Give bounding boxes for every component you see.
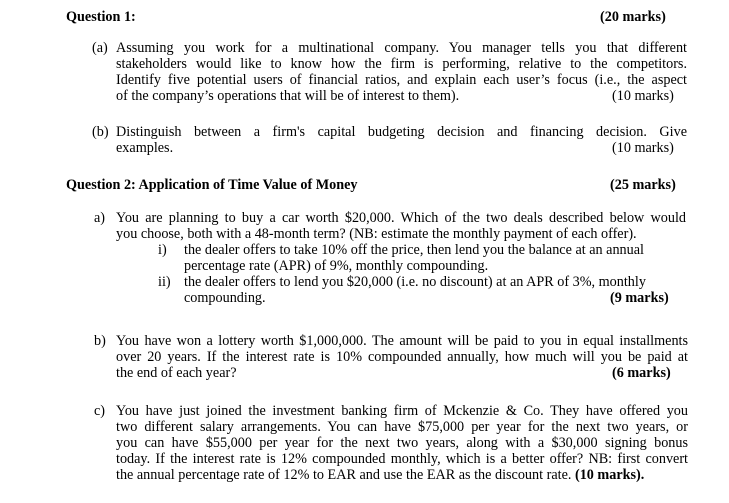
q2c-line-5 — [116, 467, 644, 484]
q1b-line-1: Distinguish between a firm's capital budgeting decision and financing decision. Give — [116, 124, 687, 140]
q2c-line-1: You have just joined the investment banking firm of Mckenzie & Co. They have offered you — [116, 403, 688, 419]
q1b-marks: (10 marks) — [612, 140, 674, 156]
question-2-marks: (25 marks) — [610, 177, 676, 193]
q2-part-b-label: b) — [94, 333, 106, 349]
q1a-line-2: stakeholders would like to know how the firm is performing, relative to the competitors. — [116, 56, 687, 72]
q1b-line-2: examples. — [116, 140, 174, 156]
q2a-line-2: you choose, both with a 48-month term? (NB: estimate the monthly payment of each offer). — [116, 226, 637, 242]
q2a-sub-i-line-1: the dealer offers to take 10% off the price, then lend you the balance at an annual — [184, 242, 644, 258]
q2a-sub-ii-line-1: the dealer offers to lend you $20,000 (i.e. no discount) at an APR of 3%, monthly — [184, 274, 646, 290]
q2-part-a-label: a) — [94, 210, 106, 226]
q2a-sub-i-label: i) — [158, 242, 167, 258]
q2a-sub-ii-line-2: compounding. — [184, 290, 266, 306]
q1-part-a-label: (a) — [92, 40, 108, 56]
q1a-line-3: Identify five potential users of financial ratios, and explain each user’s focus (i.e., the aspect — [116, 72, 687, 88]
question-1-title: Question 1: — [66, 9, 136, 25]
q2b-line-2: over 20 years. If the interest rate is 10% compounded annually, how much will you be paid at — [116, 349, 688, 365]
q2a-line-1: You are planning to buy a car worth $20,000. Which of the two deals described below would — [116, 210, 686, 226]
q2b-line-3: the end of each year? — [116, 365, 237, 381]
question-2-title: Question 2: Application of Time Value of Money — [66, 177, 358, 193]
q2a-sub-ii-label: ii) — [158, 274, 171, 290]
q1a-line-1: Assuming you work for a multinational company. You manager tells you that different — [116, 40, 687, 56]
q2b-line-1: You have won a lottery worth $1,000,000. The amount will be paid to you in equal installments — [116, 333, 688, 349]
q1a-line-4: of the company’s operations that will be of interest to them). — [116, 88, 460, 104]
q1a-marks: (10 marks) — [612, 88, 674, 104]
q2a-marks: (9 marks) — [610, 290, 669, 306]
q2c-marks: (10 marks). — [574, 467, 645, 483]
question-1-marks: (20 marks) — [600, 9, 666, 25]
q1-part-b-label: (b) — [92, 124, 109, 140]
q2c-line-3: you can have $55,000 per year for the next two years, along with a $30,000 signing bonus — [116, 435, 688, 451]
q2c-line-2: two different salary arrangements. You can have $75,000 per year for the next two years, or — [116, 419, 688, 435]
q2c-line-5-text: the annual percentage rate of 12% to EAR and use the EAR as the discount rate. — [116, 467, 575, 483]
q2c-line-4: today. If the interest rate is 12% compounded monthly, which is a better offer? NB: first convert — [116, 451, 688, 467]
q2-part-c-label: c) — [94, 403, 106, 419]
q2a-sub-i-line-2: percentage rate (APR) of 9%, monthly compounding. — [184, 258, 489, 274]
q2b-marks: (6 marks) — [612, 365, 671, 381]
